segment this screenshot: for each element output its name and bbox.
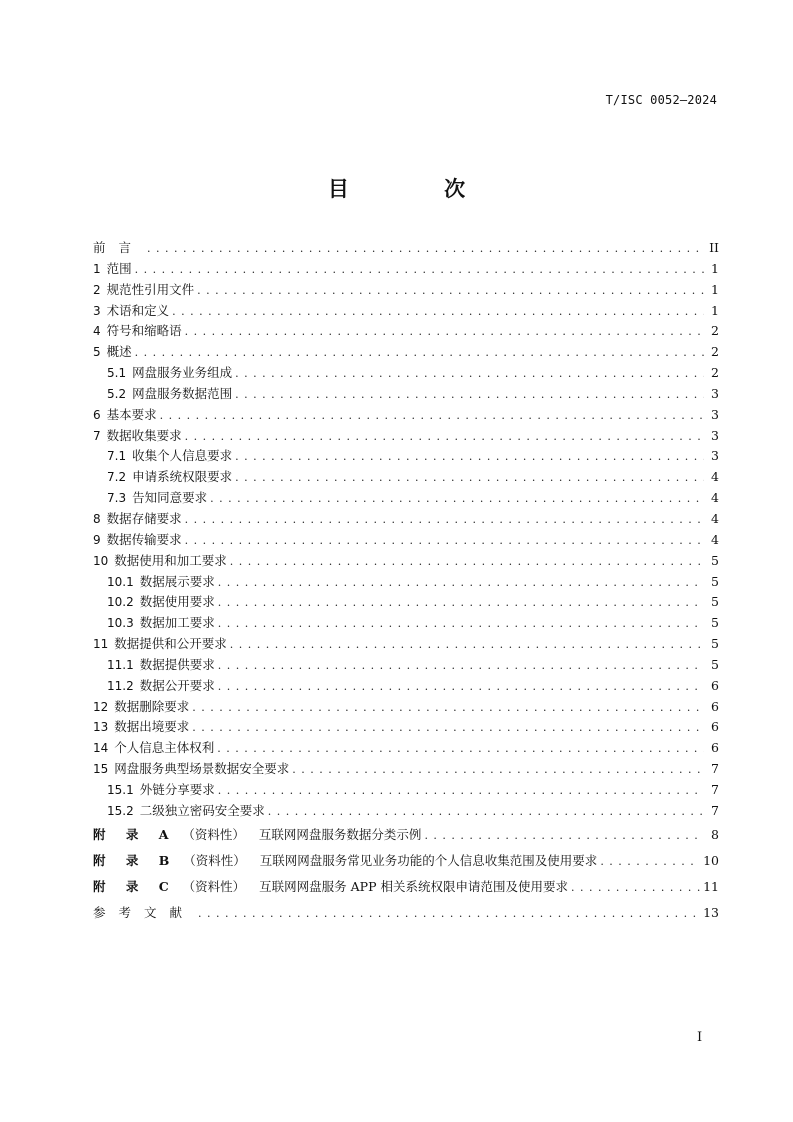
page-title: 目 次 — [327, 177, 510, 201]
toc-entry-number: 15.1 — [107, 782, 134, 797]
toc-entry[interactable] — [93, 488, 719, 509]
toc-entry[interactable] — [93, 530, 719, 551]
toc-entry[interactable] — [93, 634, 719, 655]
appendix-note: （资料性） — [182, 878, 246, 894]
dot-leader — [185, 510, 704, 531]
document-code: T/ISC 0052—2024 — [605, 93, 717, 107]
toc-entry-number: 11 — [93, 637, 109, 652]
toc-entry-page: 6 — [711, 677, 719, 693]
toc-entry-number: 12 — [93, 699, 109, 714]
toc-entry-title: 收集个人信息要求 — [132, 448, 233, 464]
dot-leader — [235, 468, 704, 489]
toc-entry-title: 参考文献 — [93, 904, 196, 920]
toc-entry-page: 7 — [711, 802, 719, 818]
toc-entry-page: 4 — [711, 490, 719, 506]
toc-entry-number: 13 — [93, 720, 109, 735]
dot-leader — [235, 385, 704, 406]
toc-entry[interactable] — [93, 509, 719, 530]
toc-entry-page: 5 — [711, 656, 719, 672]
toc-entry-number: 7.1 — [107, 449, 127, 464]
toc-entry-title: 互联网网盘服务 APP 相关系统权限申请范围及使用要求 — [259, 878, 568, 894]
toc-entry[interactable] — [93, 874, 719, 900]
dot-leader — [197, 281, 704, 302]
appendix-label: 附 录 B — [93, 852, 178, 868]
dot-leader — [172, 302, 704, 323]
toc-entry[interactable] — [93, 572, 719, 593]
toc-entry-number: 5.1 — [107, 366, 127, 381]
toc-entry-title: 告知同意要求 — [132, 490, 208, 506]
dot-leader — [135, 260, 704, 281]
dot-leader — [135, 343, 704, 364]
toc-entry-title: 申请系统权限要求 — [132, 469, 233, 485]
toc-entry-page: 5 — [711, 636, 719, 652]
toc-entry-page: 2 — [711, 344, 719, 360]
toc-entry[interactable] — [93, 655, 719, 676]
toc-entry-title: 规范性引用文件 — [106, 281, 195, 297]
toc-entry[interactable] — [93, 759, 719, 780]
toc-entry-number: 14 — [93, 741, 109, 756]
dot-leader — [185, 531, 704, 552]
toc-entry-title: 概述 — [106, 344, 132, 360]
toc-entry[interactable] — [93, 405, 719, 426]
dot-leader — [235, 364, 704, 385]
toc-entry-page: 7 — [711, 761, 719, 777]
toc-entry[interactable] — [93, 238, 719, 259]
dot-leader — [235, 447, 704, 468]
toc-entry-page: 1 — [711, 281, 719, 297]
toc-entry-title: 范围 — [106, 260, 132, 276]
toc-entry[interactable] — [93, 280, 719, 301]
toc-entry-page: 13 — [703, 904, 719, 920]
dot-leader — [218, 677, 704, 698]
toc-entry[interactable] — [93, 446, 719, 467]
dot-leader — [424, 823, 704, 849]
toc-entry[interactable] — [93, 426, 719, 447]
dot-leader — [268, 802, 704, 823]
toc-entry-number: 10.2 — [107, 595, 134, 610]
toc-entry-page: 1 — [711, 260, 719, 276]
toc-entry[interactable] — [93, 384, 719, 405]
toc-entry-title: 外链分享要求 — [139, 781, 215, 797]
dot-leader — [230, 635, 704, 656]
toc-entry-title: 网盘服务典型场景数据安全要求 — [114, 761, 290, 777]
toc-entry[interactable] — [93, 822, 719, 848]
toc-entry-page: II — [709, 240, 719, 255]
toc-entry[interactable] — [93, 301, 719, 322]
toc-entry-title: 数据传输要求 — [106, 531, 182, 547]
dot-leader — [600, 849, 700, 875]
toc-entry-page: 11 — [703, 878, 719, 894]
toc-entry-page: 2 — [711, 323, 719, 339]
toc-entry[interactable] — [93, 363, 719, 384]
toc-entry-title: 互联网网盘服务常见业务功能的个人信息收集范围及使用要求 — [259, 852, 598, 868]
toc-entry-page: 4 — [711, 531, 719, 547]
dot-leader — [218, 656, 704, 677]
toc-entry-number: 7 — [93, 428, 101, 443]
toc-entry-title: 前言 — [93, 240, 145, 255]
appendix-label: 附 录 A — [93, 826, 177, 842]
toc-entry-page: 5 — [711, 594, 719, 610]
dot-leader — [210, 489, 704, 510]
toc-entry[interactable] — [93, 613, 719, 634]
toc-entry-title: 数据出境要求 — [114, 719, 190, 735]
toc-entry-page: 10 — [703, 852, 719, 868]
dot-leader — [160, 406, 704, 427]
toc-entry-number: 5 — [93, 345, 101, 360]
dot-leader — [147, 239, 704, 260]
toc-entry-number: 10.3 — [107, 616, 134, 631]
toc-entry-number: 6 — [93, 407, 101, 422]
toc-entry-number: 11.2 — [107, 678, 134, 693]
toc-entry[interactable] — [93, 900, 719, 926]
toc-entry-page: 2 — [711, 365, 719, 381]
toc-entry[interactable] — [93, 801, 719, 822]
dot-leader — [217, 739, 704, 760]
toc-entry-page: 3 — [711, 448, 719, 464]
toc-entry-number: 3 — [93, 303, 101, 318]
toc-entry-number: 5.2 — [107, 386, 127, 401]
toc-entry-number: 11.1 — [107, 657, 134, 672]
appendix-label: 附 录 C — [93, 878, 177, 894]
toc-entry-title: 数据提供要求 — [139, 656, 215, 672]
dot-leader — [571, 875, 700, 901]
dot-leader — [230, 552, 704, 573]
toc-entry-title: 数据存储要求 — [106, 510, 182, 526]
toc-entry-number: 2 — [93, 282, 101, 297]
toc-entry[interactable] — [93, 676, 719, 697]
toc-entry-page: 5 — [711, 573, 719, 589]
toc-entry-title: 网盘服务数据范围 — [132, 385, 233, 401]
toc-entry-title: 数据展示要求 — [139, 573, 215, 589]
toc-entry-title: 数据收集要求 — [106, 427, 182, 443]
toc-entry-number: 9 — [93, 532, 101, 547]
toc-entry-title: 数据提供和公开要求 — [114, 636, 227, 652]
toc-entry-title: 数据加工要求 — [139, 615, 215, 631]
toc-entry-number: 10 — [93, 553, 109, 568]
appendix-note: （资料性） — [182, 826, 245, 842]
toc-entry[interactable] — [93, 738, 719, 759]
toc-entry-number: 7.3 — [107, 491, 127, 506]
toc-entry-title: 符号和缩略语 — [106, 323, 182, 339]
toc-entry-title: 数据公开要求 — [139, 677, 215, 693]
toc-entry[interactable] — [93, 551, 719, 572]
toc-entry-title: 术语和定义 — [106, 302, 170, 318]
toc-entry-title: 互联网网盘服务数据分类示例 — [258, 826, 422, 842]
toc-entry-number: 15 — [93, 762, 109, 777]
toc-entry[interactable] — [93, 467, 719, 488]
toc-entry[interactable] — [93, 717, 719, 738]
toc-entry[interactable] — [93, 592, 719, 613]
dot-leader — [218, 781, 704, 802]
dot-leader — [292, 760, 704, 781]
toc-entry-number: 4 — [93, 324, 101, 339]
table-of-contents — [93, 238, 719, 926]
dot-leader — [218, 593, 704, 614]
toc-entry-page: 7 — [711, 781, 719, 797]
toc-entry-page: 1 — [711, 302, 719, 318]
dot-leader — [192, 718, 704, 739]
toc-entry[interactable] — [93, 848, 719, 874]
toc-entry-number: 8 — [93, 511, 101, 526]
dot-leader — [218, 573, 704, 594]
toc-entry-number: 15.2 — [107, 803, 134, 818]
toc-entry-page: 6 — [711, 698, 719, 714]
appendix-note: （资料性） — [183, 852, 246, 868]
toc-entry-page: 4 — [711, 510, 719, 526]
toc-entry-title: 数据删除要求 — [114, 698, 190, 714]
toc-entry[interactable] — [93, 780, 719, 801]
dot-leader — [218, 614, 704, 635]
dot-leader — [198, 901, 700, 927]
toc-entry-page: 3 — [711, 406, 719, 422]
toc-entry-page: 3 — [711, 427, 719, 443]
toc-entry-page: 8 — [711, 826, 719, 842]
toc-entry-title: 个人信息主体权利 — [114, 740, 215, 756]
toc-entry-page: 6 — [711, 740, 719, 756]
toc-entry-page: 4 — [711, 469, 719, 485]
dot-leader — [185, 322, 704, 343]
toc-entry-title: 二级独立密码安全要求 — [139, 802, 265, 818]
toc-entry-page: 5 — [711, 552, 719, 568]
toc-entry-number: 10.1 — [107, 574, 134, 589]
toc-entry-number: 7.2 — [107, 470, 127, 485]
toc-entry-number: 1 — [93, 261, 101, 276]
toc-entry[interactable] — [93, 697, 719, 718]
toc-entry[interactable] — [93, 321, 719, 342]
toc-entry-title: 数据使用要求 — [139, 594, 215, 610]
toc-entry-page: 3 — [711, 385, 719, 401]
toc-entry[interactable] — [93, 259, 719, 280]
toc-entry[interactable] — [93, 342, 719, 363]
dot-leader — [192, 698, 704, 719]
toc-entry-title: 基本要求 — [106, 406, 157, 422]
toc-entry-page: 6 — [711, 719, 719, 735]
page-number: I — [697, 1030, 703, 1045]
toc-entry-title: 数据使用和加工要求 — [114, 552, 227, 568]
toc-entry-title: 网盘服务业务组成 — [132, 365, 233, 381]
dot-leader — [185, 427, 704, 448]
toc-entry-page: 5 — [711, 615, 719, 631]
